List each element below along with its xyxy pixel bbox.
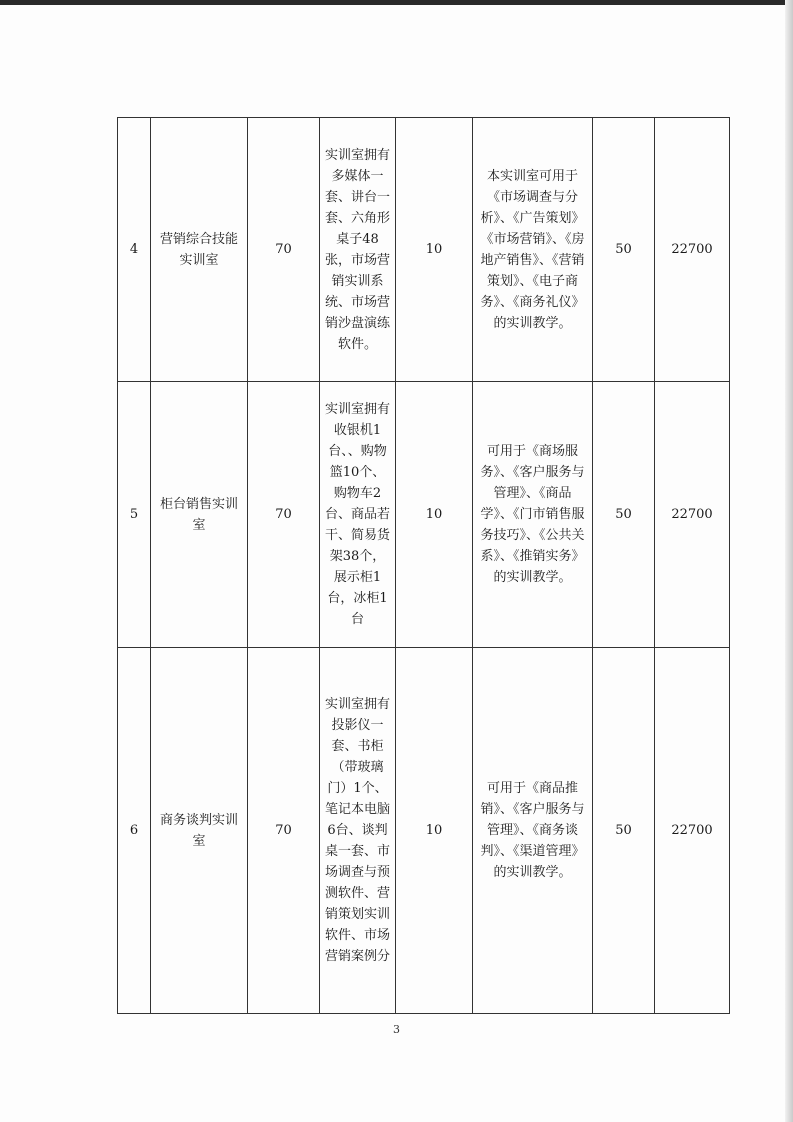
cost-cell: 22700 xyxy=(655,118,730,382)
equipment-cell xyxy=(320,648,396,1014)
area-cell: 70 xyxy=(248,648,320,1014)
count-cell: 10 xyxy=(396,648,473,1014)
usage-text: 本实训室可用于《市场调查与分析》、《广告策划》《市场营销》、《房地产销售》、《营销策划》、《电子商务》、《商务礼仪》的实训教学。 xyxy=(480,168,585,331)
equipment-cell xyxy=(320,382,396,648)
usage-text: 可用于《商场服务》、《客户服务与管理》、《商品学》、《门市销售服务技巧》、《公共关系》、《推销实务》的实训教学。 xyxy=(480,444,585,585)
table-row xyxy=(118,382,730,648)
equipment-text: 实训室拥有收银机1台、、购物篮10个、购物车2台、商品若干、简易货架38个，展示柜1台，冰柜1台 xyxy=(324,402,390,627)
table-row xyxy=(118,648,730,1014)
equipment-text: 实训室拥有投影仪一套、书柜（带玻璃门）1个、笔记本电脑6台、谈判桌一套、市场调查与预测软件、营销策划实训软件、市场营销案例分 xyxy=(324,697,390,964)
page-number: 3 xyxy=(393,1023,400,1036)
row-number-cell: 6 xyxy=(118,648,151,1014)
room-name: 营销综合技能实训室 xyxy=(159,231,238,268)
training-room-table xyxy=(117,117,730,1014)
scan-edge-top xyxy=(0,0,793,5)
count-cell: 10 xyxy=(396,118,473,382)
row-number-cell: 5 xyxy=(118,382,151,648)
usage-cell xyxy=(473,118,593,382)
area-cell: 70 xyxy=(248,118,320,382)
room-name-cell xyxy=(151,118,248,382)
capacity-cell: 50 xyxy=(593,648,655,1014)
area-cell: 70 xyxy=(248,382,320,648)
usage-text: 可用于《商品推销》、《客户服务与管理》、《商务谈判》、《渠道管理》的实训教学。 xyxy=(480,781,585,880)
room-name-cell xyxy=(151,648,248,1014)
scan-edge-right xyxy=(785,0,793,1122)
capacity-cell: 50 xyxy=(593,118,655,382)
room-name: 柜台销售实训室 xyxy=(159,496,238,533)
cost-cell: 22700 xyxy=(655,648,730,1014)
room-name-cell xyxy=(151,382,248,648)
equipment-text: 实训室拥有多媒体一套、讲台一套、六角形桌子48张，市场营销实训系统、市场营销沙盘演练软件。 xyxy=(324,147,390,352)
row-number-cell: 4 xyxy=(118,118,151,382)
count-cell: 10 xyxy=(396,382,473,648)
usage-cell xyxy=(473,648,593,1014)
capacity-cell: 50 xyxy=(593,382,655,648)
cost-cell: 22700 xyxy=(655,382,730,648)
usage-cell xyxy=(473,382,593,648)
table-row xyxy=(118,118,730,382)
equipment-cell xyxy=(320,118,396,382)
room-name: 商务谈判实训室 xyxy=(159,812,238,849)
